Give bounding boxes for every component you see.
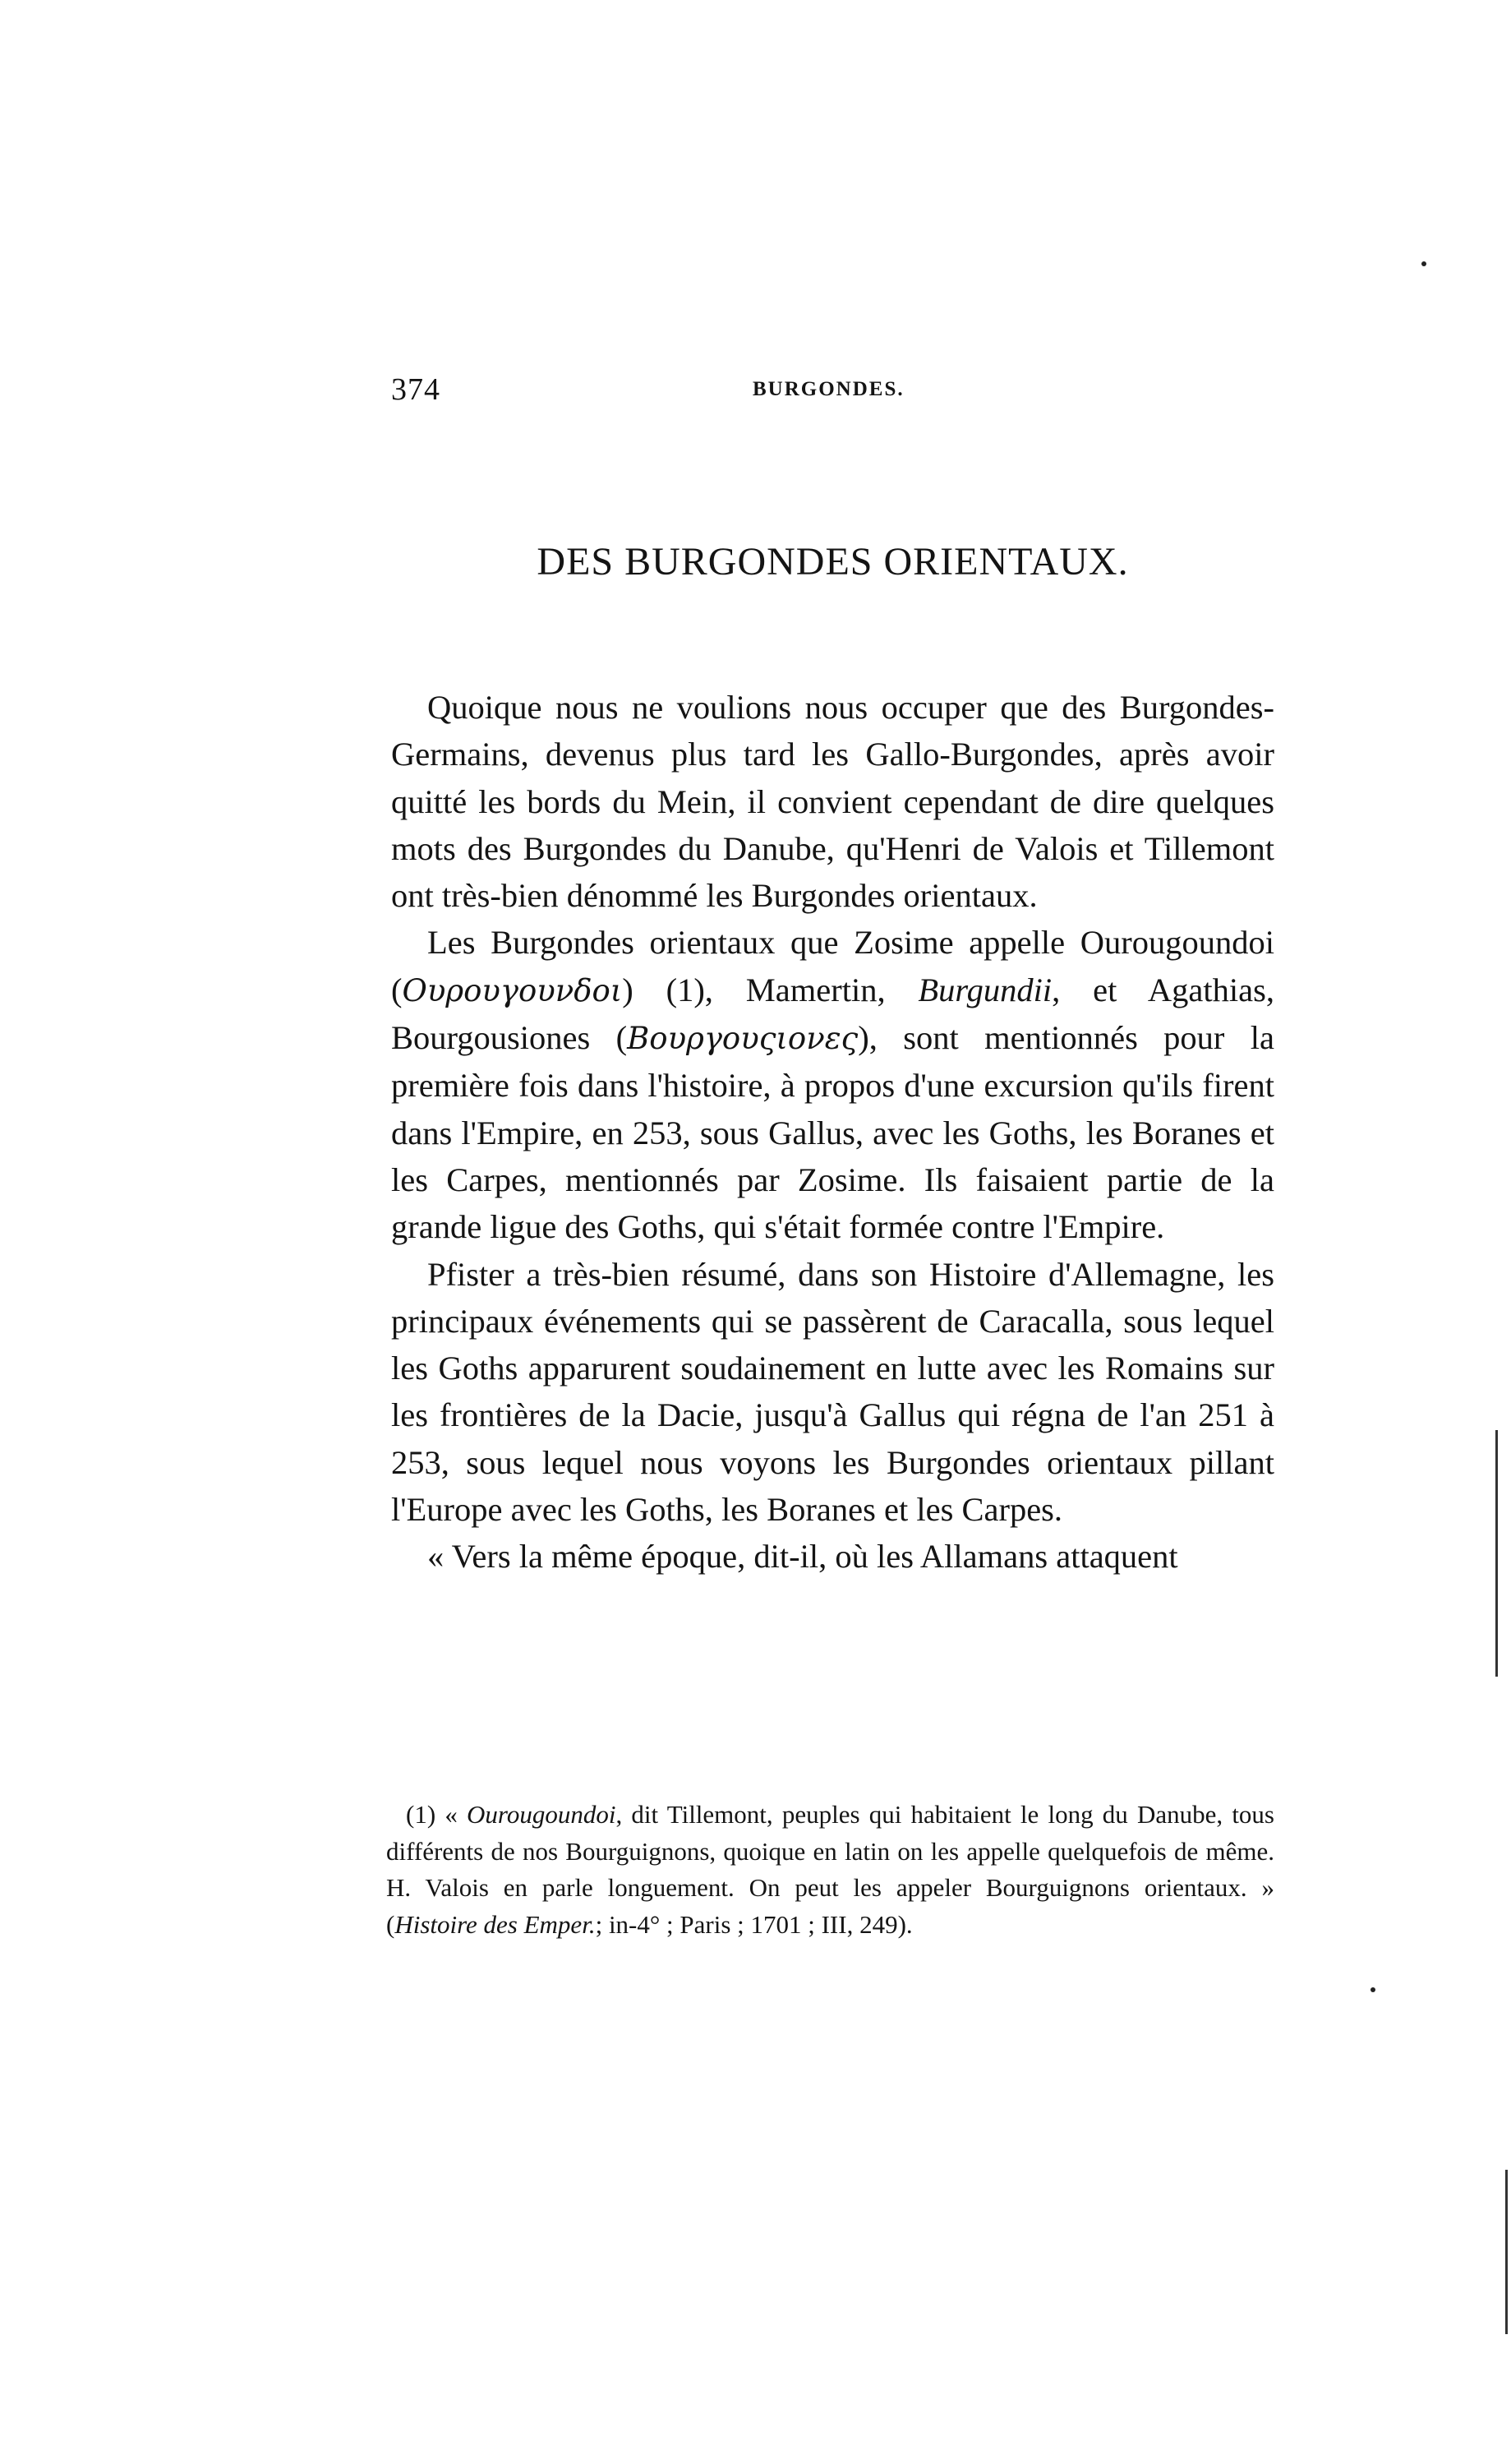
greek-term-ourougoundoi: Ουρουγουνδοι [402,972,623,1008]
speck-top-right [1421,261,1426,266]
footnote-marker: (1) « [406,1800,458,1829]
running-title: BURGONDES. [753,378,905,400]
footnote-1 [386,1797,1274,1943]
running-head [391,371,1270,413]
footnote-source: Histoire des Emper. [394,1909,596,1939]
paragraph-2 [391,919,1274,1250]
greek-term-bourgousiones: Βουργουςιονες [627,1021,859,1057]
latin-term-burgundii: Burgundii [918,971,1053,1008]
paragraph-2-text-d: ), sont mentionnés pour la première fois dans l'histoire, à propos d'une excursion qu'ils firent dans l'Empire, en 253, sous Gallus, avec les Goths, les Boranes et les Carpes, mentionnés par Zosime. Ils faisaient partie de la grande ligue des Goths, qui s'était formée contre l'Empire. [391,1019,1274,1246]
page-number: 374 [391,372,440,407]
paragraph-2-text-c: , et Agathias, Bourgousiones ( [391,971,1274,1057]
footnote-term: Ourougoundoi [467,1800,616,1829]
footnote-text-b: ; in-4° ; Paris ; 1701 ; III, 249). [595,1909,913,1939]
footnotes [386,1797,1274,1943]
scan-edge-mark-2 [1505,2170,1508,2334]
footnote-text-a: , dit Tillemont, peuples qui habitaient le long du Danube, tous différents de nos Bourguignons, quoique en latin on les appelle quelquefois de même. H. Valois en parle longuement. On peut les appeler Bourguignons orientaux. » ( [386,1800,1274,1939]
paragraph-1: Quoique nous ne voulions nous occuper que des Burgondes-Germains, devenus plus tard les Gallo-Burgondes, après avoir quitté les bords du Mein, il convient cependant de dire quelques mots des Burgondes du Danube, qu'Henri de Valois et Tillemont ont très-bien dénommé les Burgondes orientaux. [391,689,1274,915]
paragraph-2-text-b: ) (1), Mamertin, [622,971,919,1008]
paragraph-3: Pfister a très-bien résumé, dans son Histoire d'Allemagne, les principaux événements qui se passèrent de Caracalla, sous lequel les Goths apparurent soudainement en lutte avec les Romains sur les frontières de la Dacie, jusqu'à Gallus qui régna de l'an 251 à 253, sous lequel nous voyons les Burgondes orientaux pillant l'Europe avec les Goths, les Boranes et les Carpes. [391,1255,1274,1529]
scan-edge-mark-1 [1495,1430,1498,1677]
body-text [391,684,1274,1580]
speck-right-margin [1370,1987,1375,1992]
paragraph-4: « Vers la même époque, dit-il, où les Allamans attaquent [427,1538,1178,1576]
section-title: DES BURGONDES ORIENTAUX. [537,540,1129,584]
paragraph-2-text-a: Les Burgondes orientaux que Zosime appelle Ourougoundoi ( [391,924,1274,1008]
